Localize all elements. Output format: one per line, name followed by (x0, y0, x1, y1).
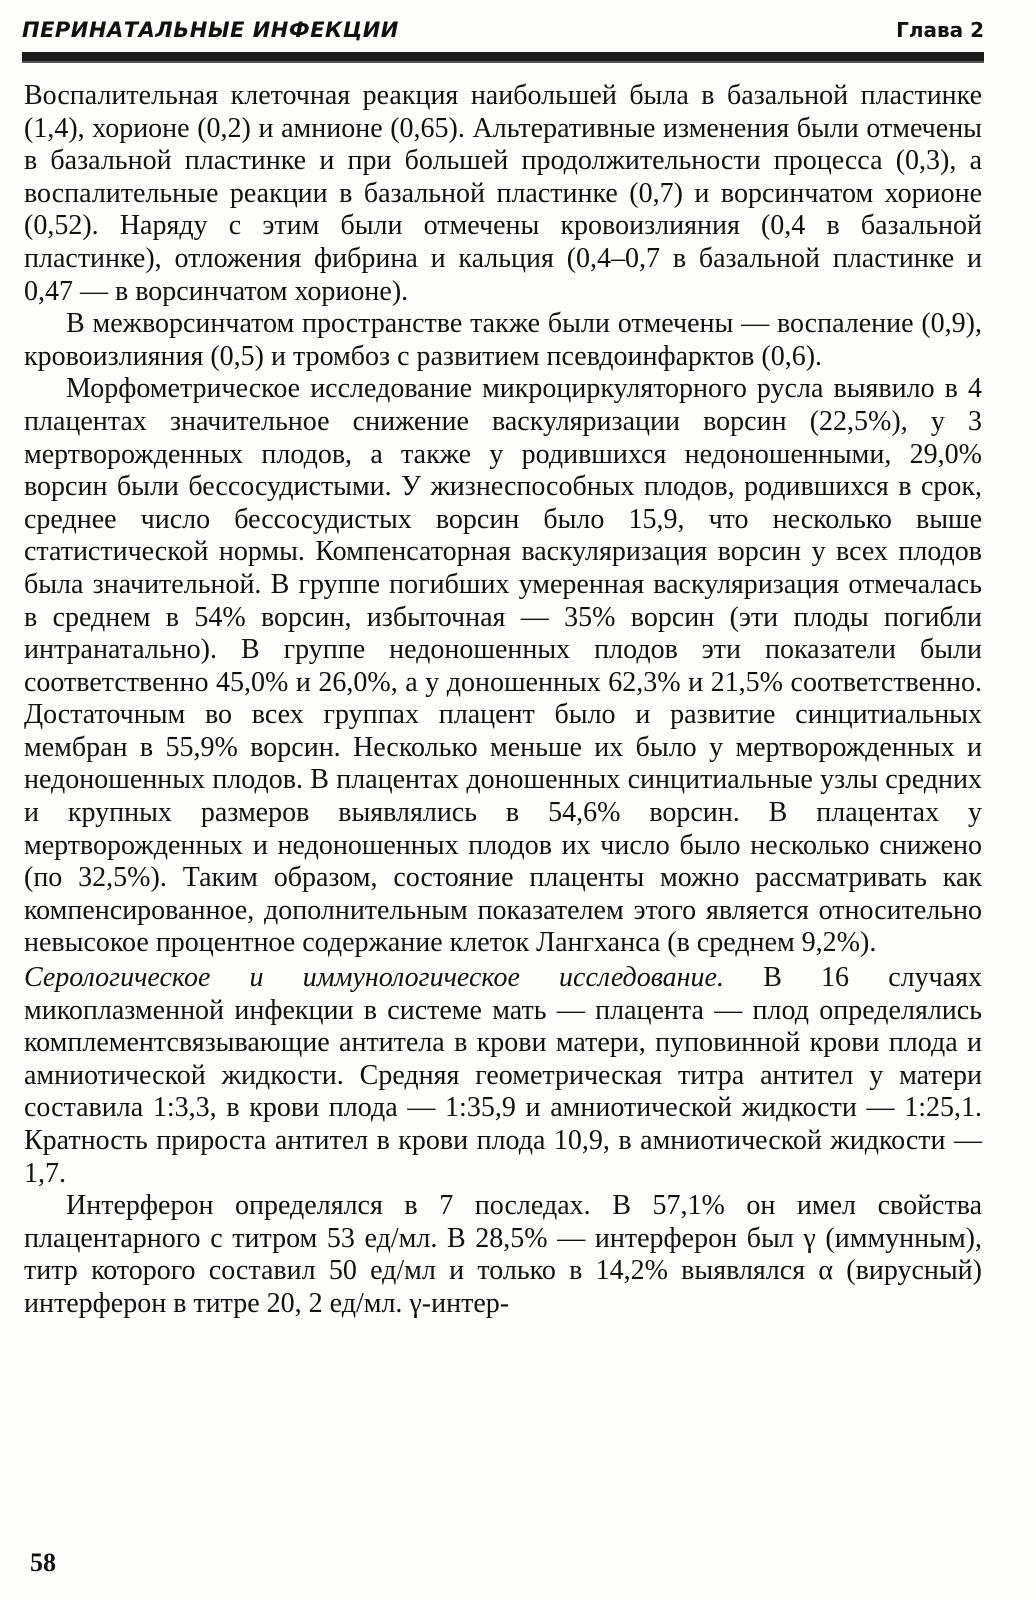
paragraph-inflammation: Воспалительная клеточная реакция наибольшей была в базальной пластинке (1,4), хорионе (0,2) и амнионе (0,65). Альтеративные изменения были отмечены в базальной пластинке и при большей продолжительности процесса (0,3), а воспалительные реакции в базальной пластинке (0,7) и ворсинчатом хорионе (0,52). Наряду с этим были отмечены кровоизлияния (0,4 в базальной пластинке), отложения фибрина и кальция (0,4–0,7 в базальной пластинке и 0,47 — в ворсинчатом хорионе). (24, 80, 982, 307)
body-text (24, 80, 982, 1321)
running-head (22, 14, 984, 50)
running-head-title: ПЕРИНАТАЛЬНЫЕ ИНФЕКЦИИ (22, 18, 399, 42)
serology-text: В 16 случаях микоплазменной инфекции в системе мать — плацента — плод определялись комплементсвязывающие антитела в крови матери, пуповинной крови плода и амниотической жидкости. Средняя геометрическая титра антител у матери составила 1:3,3, в крови плода — 1:35,9 и амниотической жидкости — 1:25,1. Кратность прироста антител в крови плода 10,9, в амниотической жидкости — 1,7. (24, 962, 983, 1189)
header-rule (22, 52, 984, 63)
page-number: 58 (30, 1548, 56, 1577)
paragraph-intervillous-space: В межворсинчатом пространстве также были отмечены — воспаление (0,9), кровоизлияния (0,5) и тромбоз с развитием псевдоинфарктов (0,6). (24, 308, 982, 372)
serology-run-in-heading: Серологическое и иммунологическое исследование. (24, 962, 724, 994)
running-head-chapter: Глава 2 (896, 18, 984, 42)
paragraph-interferon: Интерферон определялся в 7 последах. В 57,1% он имел свойства плацентарного с титром 53 ед/мл. В 28,5% — интерферон был γ (иммунным), титр которого составил 50 ед/мл и только в 14,2% выявлялся α (вирусный) интерферон в титре 20, 2 ед/мл. γ-интер- (24, 1190, 982, 1319)
paragraph-serology (24, 962, 982, 1190)
paragraph-morphometry: Морфометрическое исследование микроциркуляторного русла выявило в 4 плацентах значительное снижение васкуляризации ворсин (22,5%), у 3 мертворожденных плодов, а также у родившихся недоношенными, 29,0% ворсин были бессосудистыми. У жизнеспособных плодов, родившихся в срок, среднее число бессосудистых ворсин было 15,9, что несколько выше статистической нормы. Компенсаторная васкуляризация ворсин у всех плодов была значительной. В группе погибших умеренная васкуляризация отмечалась в среднем в 54% ворсин, избыточная — 35% ворсин (эти плоды погибли интранатально). В группе недоношенных плодов эти показатели были соответственно 45,0% и 26,0%, а у доношенных 62,3% и 21,5% соответственно. Достаточным во всех группах плацент было и развитие синцитиальных мембран в 55,9% ворсин. Несколько меньше их было у мертворожденных и недоношенных плодов. В плацентах доношенных синцитиальные узлы средних и крупных размеров выявлялись в 54,6% ворсин. В плацентах у мертворожденных и недоношенных плодов их число было несколько снижено (по 32,5%). Таким образом, состояние плаценты можно рассматривать как компенсированное, дополнительным показателем этого является относительно невысокое процентное содержание клеток Лангханса (в среднем 9,2%). (24, 373, 982, 959)
